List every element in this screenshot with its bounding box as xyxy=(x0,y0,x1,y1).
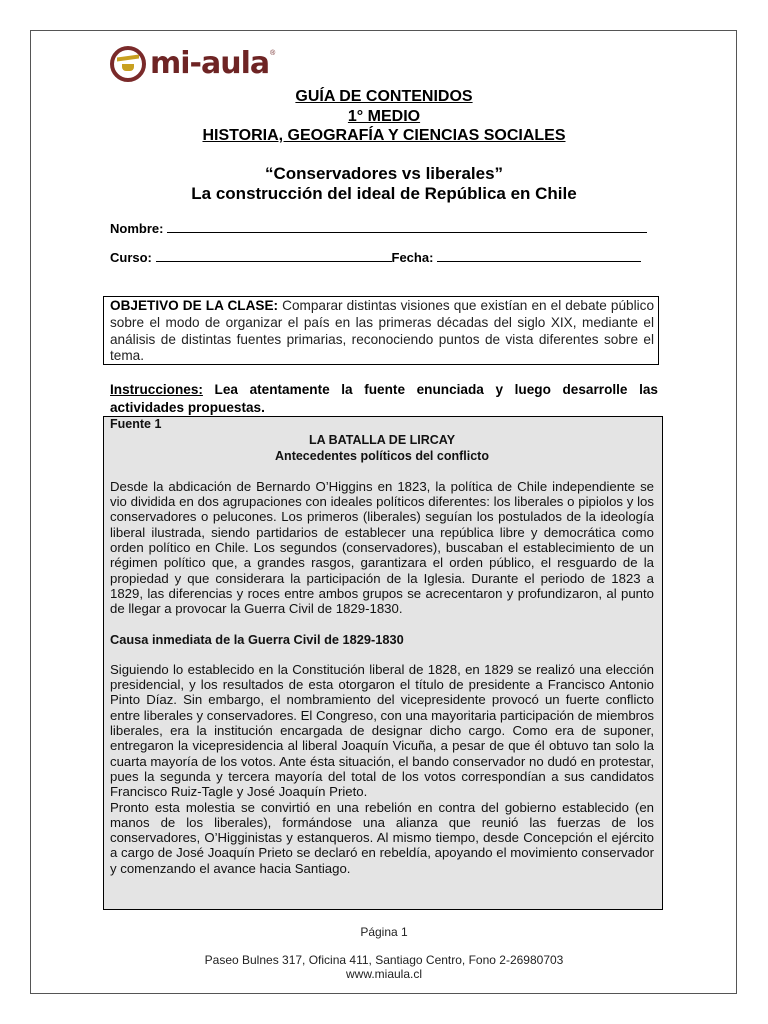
footer xyxy=(0,953,768,981)
name-label: Nombre: xyxy=(110,221,164,236)
source-heading-2: Causa inmediata de la Guerra Civil de 1829-1830 xyxy=(110,631,404,647)
logo-text: mi-aula xyxy=(150,46,270,81)
source-box xyxy=(103,416,663,910)
date-label: Fecha: xyxy=(391,250,434,265)
registered-mark: ® xyxy=(270,50,276,57)
subtitle-line-1: “Conservadores vs liberales” xyxy=(264,164,504,183)
brand-logo xyxy=(110,44,275,84)
instructions-label: Instrucciones: xyxy=(110,382,203,397)
footer-website: www.miaula.cl xyxy=(345,967,423,981)
course-date-field xyxy=(110,250,641,265)
document-subtitle xyxy=(0,164,768,204)
graduation-cap-icon xyxy=(110,46,146,82)
footer-address: Paseo Bulnes 317, Oficina 411, Santiago Centro, Fono 2-26980703 xyxy=(204,953,564,967)
date-blank[interactable] xyxy=(437,250,641,262)
name-field[interactable] xyxy=(110,221,647,236)
instructions-text: Lea atentamente la fuente enunciada y luego desarrolle las actividades propuestas. xyxy=(110,382,658,415)
source-subtitle: Antecedentes políticos del conflicto xyxy=(275,448,489,463)
source-paragraph-2: Siguiendo lo establecido en la Constitución liberal de 1828, en 1829 se realizó una elección presidencial, y los resultados de esta otorgaron el título de presidente a Francisco Antonio Pinto Díaz. Sin embargo, el nombramiento del vicepresidente provocó un fuerte conflicto entre liberales y conservadores. El Congreso, con una mayoritaria participación de miembros liberales, era la institución encargada de designar dicho cargo. Como era de suponer, entregaron la vicepresidencia al liberal Joaquín Vicuña, a pesar de que él obtuvo tan solo la cuarta mayoría de los votos. Ante ésta situación, el bando conservador no dudó en protestar, pues la segunda y tercera mayoría del total de los votos correspondían a sus candidatos Francisco Ruiz-Tagle y José Joaquín Prieto. xyxy=(110,661,654,800)
objective-text: Comparar distintas visiones que existían en el debate público sobre el modo de organizar el país en las primeras décadas del siglo XIX, mediante el análisis de distintas fuentes primarias, reconociendo puntos de vista diferentes sobre el tema. xyxy=(110,298,655,364)
course-blank[interactable] xyxy=(156,250,392,262)
course-label: Curso: xyxy=(110,250,152,265)
header-line-1: GUÍA DE CONTENIDOS xyxy=(295,88,473,105)
objective-label: OBJETIVO DE LA CLASE: xyxy=(110,298,279,313)
objective-box xyxy=(103,296,659,365)
source-paragraph-1: Desde la abdicación de Bernardo O’Higgins en 1823, la política de Chile independiente se vio dividida en dos agrupaciones con ideales políticos diferentes: los liberales o pipiolos y los conservadores o pelucones. Los primeros (liberales) seguían los postulados de la ideología liberal ilustrada, siendo partidarios de establecer una república libre y democrática como orden político en Chile. Los segundos (conservadores), buscaban el establecimiento de un régimen político que, a grandes rasgos, garantizara el orden público, el resguardo de la propiedad y que considerara la participación de la Iglesia. Durante el periodo de 1823 a 1829, las diferencias y roces entre ambos grupos se acrecentaron y profundizaron, al punto de llegar a provocar la Guerra Civil de 1829-1830. xyxy=(110,478,654,617)
header-line-2: 1° MEDIO xyxy=(347,107,421,125)
document-header xyxy=(0,87,768,146)
subtitle-line-2: La construcción del ideal de República en Chile xyxy=(191,184,577,203)
source-label: Fuente 1 xyxy=(110,417,162,431)
header-line-3: HISTORIA, GEOGRAFÍA Y CIENCIAS SOCIALES xyxy=(202,127,566,144)
name-blank[interactable] xyxy=(167,221,647,233)
page-number: Página 1 xyxy=(360,925,408,939)
source-paragraph-3: Pronto esta molestia se convirtió en una rebelión en contra del gobierno establecido (en manos de los liberales), formándose una alianza que reunió las fuerzas de los conservadores, O’Higginistas y estanqueros. Al mismo tiempo, desde Concepción el ejército a cargo de José Joaquín Prieto se declaró en rebeldía, apoyando el movimiento conservador y comenzando el avance hacia Santiago. xyxy=(110,799,654,876)
instructions xyxy=(110,381,658,416)
source-title: LA BATALLA DE LIRCAY xyxy=(308,433,456,448)
